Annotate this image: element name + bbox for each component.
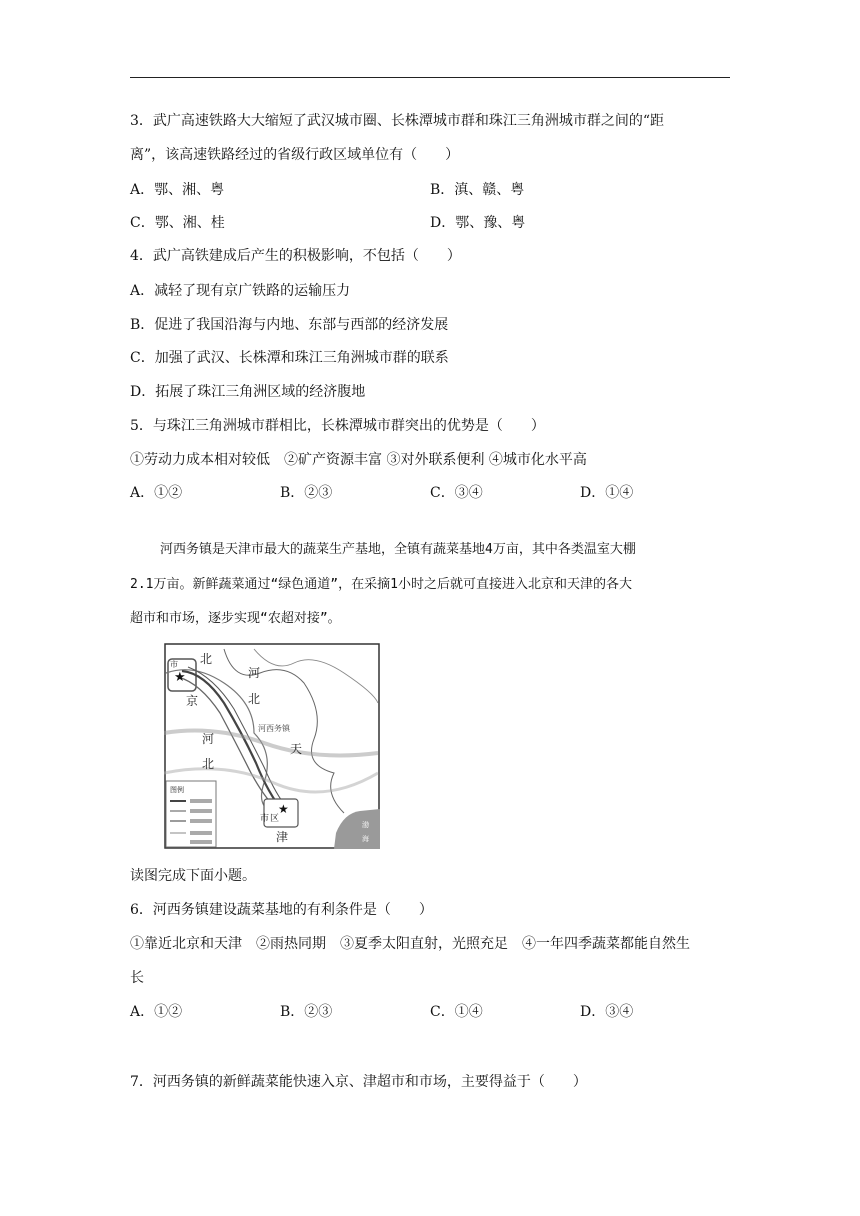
- q5-option-a[interactable]: A．①②: [130, 485, 183, 501]
- tianjin-qu-label: 区: [270, 814, 280, 824]
- q3-option-b[interactable]: B．滇、赣、粤: [430, 182, 525, 198]
- beijing-label-2: 京: [186, 694, 199, 708]
- sea-label-1: 渤: [362, 821, 369, 829]
- q3-option-a[interactable]: A．鄂、湘、粤: [130, 182, 225, 198]
- q6-stem: 6．河西务镇建设蔬菜基地的有利条件是（ ）: [130, 902, 433, 918]
- header-rule: [130, 77, 730, 78]
- q6-option-c[interactable]: C．①④: [430, 1004, 483, 1020]
- q6-items-line1: ①靠近北京和天津 ②雨热同期 ③夏季太阳直射，光照充足 ④一年四季蔬菜都能自然生: [130, 936, 690, 952]
- passage-line1: 河西务镇是天津市最大的蔬菜生产基地，全镇有蔬菜基地4万亩，其中各类温室大棚: [160, 542, 636, 557]
- q5-stem: 5．与珠江三角洲城市群相比，长株潭城市群突出的优势是（ ）: [130, 418, 545, 434]
- q3-option-d[interactable]: D．鄂、豫、粤: [430, 215, 526, 231]
- tianjin-label-tian: 天: [290, 742, 303, 756]
- q4-option-d[interactable]: D．拓展了珠江三角洲区域的经济腹地: [130, 384, 366, 400]
- q7-stem: 7．河西务镇的新鲜蔬菜能快速入京、津超市和市场，主要得益于（ ）: [130, 1074, 587, 1090]
- q4-option-c[interactable]: C．加强了武汉、长株潭和珠江三角洲城市群的联系: [130, 350, 449, 366]
- tianjin-star-icon: ★: [278, 802, 289, 816]
- q5-option-c[interactable]: C．③④: [430, 485, 483, 501]
- hebei-label-bei3: 北: [202, 757, 215, 771]
- tianjin-label-jin: 津: [276, 830, 289, 844]
- sea-label-2: 海: [362, 835, 369, 843]
- q4-stem: 4．武广高铁建成后产生的积极影响，不包括（ ）: [130, 248, 461, 264]
- q6-option-a[interactable]: A．①②: [130, 1004, 183, 1020]
- q5-option-b[interactable]: B．②③: [280, 485, 333, 501]
- beijing-star-icon: ★: [174, 670, 186, 685]
- passage-line2: 2.1万亩。新鲜蔬菜通过“绿色通道”，在采摘1小时之后就可直接进入北京和天津的各大: [130, 577, 632, 592]
- hebei-label-he: 河: [248, 666, 261, 680]
- tianjin-shi-label: 市: [260, 814, 270, 824]
- passage-line3: 超市和市场，逐步实现“农超对接”。: [130, 611, 341, 626]
- q4-option-a[interactable]: A．减轻了现有京广铁路的运输压力: [130, 283, 351, 299]
- q5-items: ①劳动力成本相对较低 ②矿产资源丰富 ③对外联系便利 ④城市化水平高: [130, 452, 587, 468]
- q6-items-line2: 长: [130, 970, 144, 986]
- q3-option-c[interactable]: C．鄂、湘、桂: [130, 215, 225, 231]
- hexiwu-map: [164, 643, 380, 849]
- hebei-label-bei: 北: [248, 692, 261, 706]
- q3-stem-line1: 3．武广高速铁路大大缩短了武汉城市圈、长株潭城市群和珠江三角洲城市群之间的“距: [130, 113, 665, 129]
- legend-title: 图例: [170, 786, 184, 794]
- beijing-shi-label: 市: [170, 660, 178, 669]
- read-prompt: 读图完成下面小题。: [130, 868, 256, 884]
- hebei-label-he2: 河: [202, 732, 215, 746]
- q6-option-b[interactable]: B．②③: [280, 1004, 333, 1020]
- hexiwu-label: 河西务镇: [258, 724, 290, 733]
- q6-option-d[interactable]: D．③④: [580, 1004, 634, 1020]
- q4-option-b[interactable]: B．促进了我国沿海与内地、东部与西部的经济发展: [130, 317, 449, 333]
- beijing-label-1: 北: [200, 652, 213, 666]
- q3-stem-line2: 离”，该高速铁路经过的省级行政区域单位有（ ）: [130, 147, 460, 163]
- q5-option-d[interactable]: D．①④: [580, 485, 634, 501]
